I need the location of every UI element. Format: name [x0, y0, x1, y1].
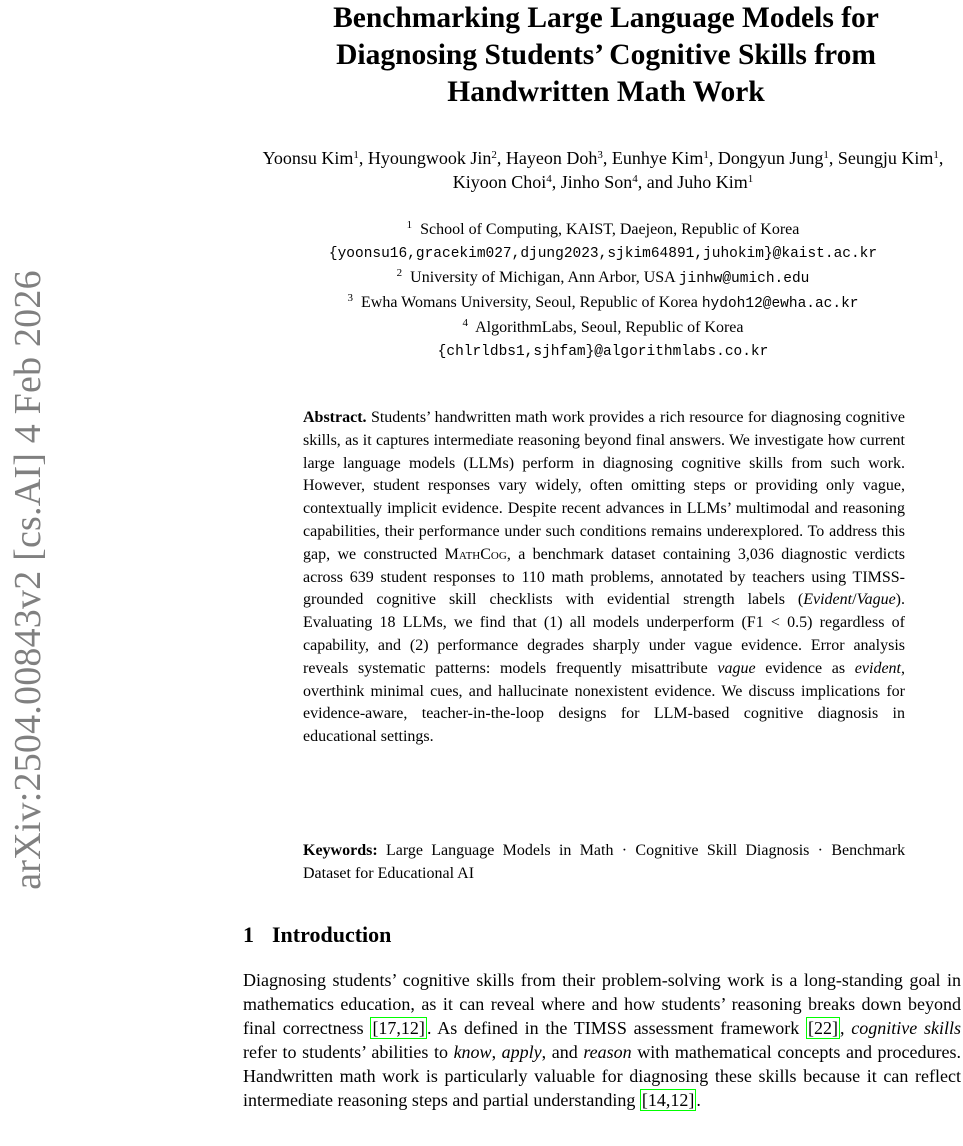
label-evident: Evident: [803, 591, 853, 609]
dataset-name: MathCog: [444, 545, 507, 563]
affiliation-1: [258, 218, 948, 241]
body-text: ,: [840, 1018, 852, 1038]
affiliation-3: [258, 291, 948, 316]
citation-link[interactable]: [14,12]: [641, 1090, 695, 1110]
affiliation-text: School of Computing, KAIST, Daejeon, Republic of Korea: [420, 221, 800, 238]
author-name: Yoonsu Kim: [262, 148, 354, 168]
introduction-paragraph: [243, 968, 961, 1112]
author-name: Eunhye Kim: [611, 148, 704, 168]
keywords-label: Keywords:: [303, 842, 378, 859]
emphasis-evident: evident: [854, 659, 901, 677]
arxiv-identifier-text: arXiv:2504.00843v2 [cs.AI] 4 Feb 2026: [7, 270, 50, 890]
body-text: refer to students’ abilities to: [243, 1042, 454, 1062]
author-affil-mark: 2: [491, 149, 497, 161]
affiliation-4: [258, 316, 948, 339]
author-name: Seungju Kim: [837, 148, 934, 168]
keyword: Benchmark Dataset for Educational AI: [303, 842, 906, 882]
email-address: {chlrldbs1,sjhfam}@algorithmlabs.co.kr: [437, 344, 769, 360]
abstract-text: ). Evaluating 18 LLMs, we find that (1) all models underperform (F1 < 0.5) regardless of capability, and (2) performance degrades sharply under vague evidence. Error analysis reveals systematic patterns: models frequently misattribute: [303, 591, 905, 677]
author-name: Dongyun Jung: [717, 148, 824, 168]
title-line-2: Diagnosing Students’ Cognitive Skills from: [336, 39, 876, 71]
keywords: [303, 840, 905, 886]
affiliation-4-email: [258, 339, 948, 364]
author-name: Kiyoon Choi: [452, 172, 547, 192]
email-address: {yoonsu16,gracekim027,djung2023,sjkim64891,juhokim}@kaist.ac.kr: [328, 246, 878, 262]
keyword-separator: ·: [613, 842, 636, 859]
label-vague: Vague: [856, 591, 896, 609]
author-affil-mark: 1: [353, 149, 359, 161]
abstract: [303, 407, 905, 749]
abstract-text: Students’ handwritten math work provides a rich resource for diagnosing cognitive skills, as it captures intermediate reasoning beyond final answers. We investigate how current large language models (LLMs) perform in diagnosing cognitive skills from such work. However, student responses vary widely, often omitting steps or providing only vague, contextually implicit evidence. Despite recent advances in LLMs’ multimodal and reasoning capabilities, their performance under such conditions remains underexplored. To address this gap, we constructed: [303, 409, 906, 563]
body-text: ,: [491, 1042, 502, 1062]
abstract-text: evidence as: [755, 659, 855, 677]
emphasis-know: know: [453, 1042, 492, 1062]
author-affil-mark: 3: [597, 149, 603, 161]
abstract-text: , overthink minimal cues, and hallucinate nonexistent evidence. We discuss implications for evidence-aware, teacher-in-the-loop designs for LLM-based cognitive diagnosis in educational settings.: [303, 659, 905, 746]
author-name: Jinho Son: [560, 172, 633, 192]
affiliation-number: 2: [396, 267, 403, 279]
affiliation-text: Ewha Womans University, Seoul, Republic of Korea: [360, 294, 698, 311]
author-affil-mark: 1: [823, 149, 829, 161]
email-address: hydoh12@ewha.ac.kr: [701, 296, 859, 312]
title-line-1: Benchmarking Large Language Models for: [333, 2, 879, 34]
affiliation-text: University of Michigan, Ann Arbor, USA: [410, 269, 675, 286]
body-text: . As defined in the TIMSS assessment framework: [426, 1018, 807, 1038]
affiliation-number: 1: [406, 219, 413, 231]
keyword-separator: ·: [809, 842, 832, 859]
affiliation-1-email: [258, 241, 948, 266]
email-address: jinhw@umich.edu: [678, 271, 810, 287]
author-affil-mark: 1: [703, 149, 709, 161]
author-conjunction: and: [646, 172, 673, 192]
author-affil-mark: 4: [632, 173, 638, 185]
emphasis-cognitive-skills: cognitive skills: [851, 1018, 961, 1038]
author-affil-mark: 1: [747, 173, 754, 185]
keyword: Large Language Models in Math: [385, 842, 614, 859]
body-text: , and: [541, 1042, 584, 1062]
affiliations: [258, 218, 948, 364]
emphasis-vague: vague: [717, 659, 756, 677]
author-affil-mark: 4: [546, 173, 552, 185]
body-text: Diagnosing students’ cognitive skills from their problem-solving work is a long-standing goal in mathematics education, as it can reveal where and how students’ reasoning breaks down beyond final correctness: [243, 970, 961, 1038]
abstract-text: , a benchmark dataset containing 3,036 diagnostic verdicts across 639 student responses to 110 math problems, annotated by teachers using TIMSS-grounded cognitive skill checklists with evidential strength labels (: [303, 545, 905, 609]
label-separator: /: [852, 591, 857, 609]
section-title: Introduction: [272, 922, 392, 947]
citation-link[interactable]: [22]: [808, 1018, 839, 1038]
affiliation-2: [258, 266, 948, 291]
arxiv-identifier-stamp: [2, 230, 54, 930]
title-line-3: Handwritten Math Work: [447, 76, 765, 108]
emphasis-apply: apply: [501, 1042, 542, 1062]
paper-title: [256, 0, 956, 111]
body-text: with mathematical concepts and procedures. Handwritten math work is particularly valuable for diagnosing these skills because it can reflect intermediate reasoning steps and partial understanding: [243, 1042, 961, 1110]
affiliation-number: 4: [462, 317, 468, 329]
keyword: Cognitive Skill Diagnosis: [635, 842, 810, 859]
section-number: 1: [243, 922, 254, 947]
author-name: Hayeon Doh: [505, 148, 598, 168]
emphasis-reason: reason: [583, 1042, 632, 1062]
section-heading-introduction: [243, 922, 391, 948]
body-text: .: [696, 1090, 701, 1110]
citation-link[interactable]: [17,12]: [372, 1018, 425, 1038]
author-name: Hyoungwook Jin: [367, 148, 492, 168]
author-affil-mark: 1: [933, 149, 939, 161]
author-name: Juho Kim: [677, 172, 748, 192]
affiliation-text: AlgorithmLabs, Seoul, Republic of Korea: [475, 319, 744, 336]
affiliation-number: 3: [347, 292, 353, 304]
author-list: Yoonsu Kim$^1$, Hyoungwook Jin$^2$, Hayeon Doh$^3$, Eunhye Kim$^1$, Dongyun Jung$^1$, Seungju Kim$^1$, Kiyoon Choi$^4$, Jinho Son$^4$, and Juho Kim$^1$: [262, 148, 944, 192]
abstract-label: Abstract.: [303, 409, 367, 426]
